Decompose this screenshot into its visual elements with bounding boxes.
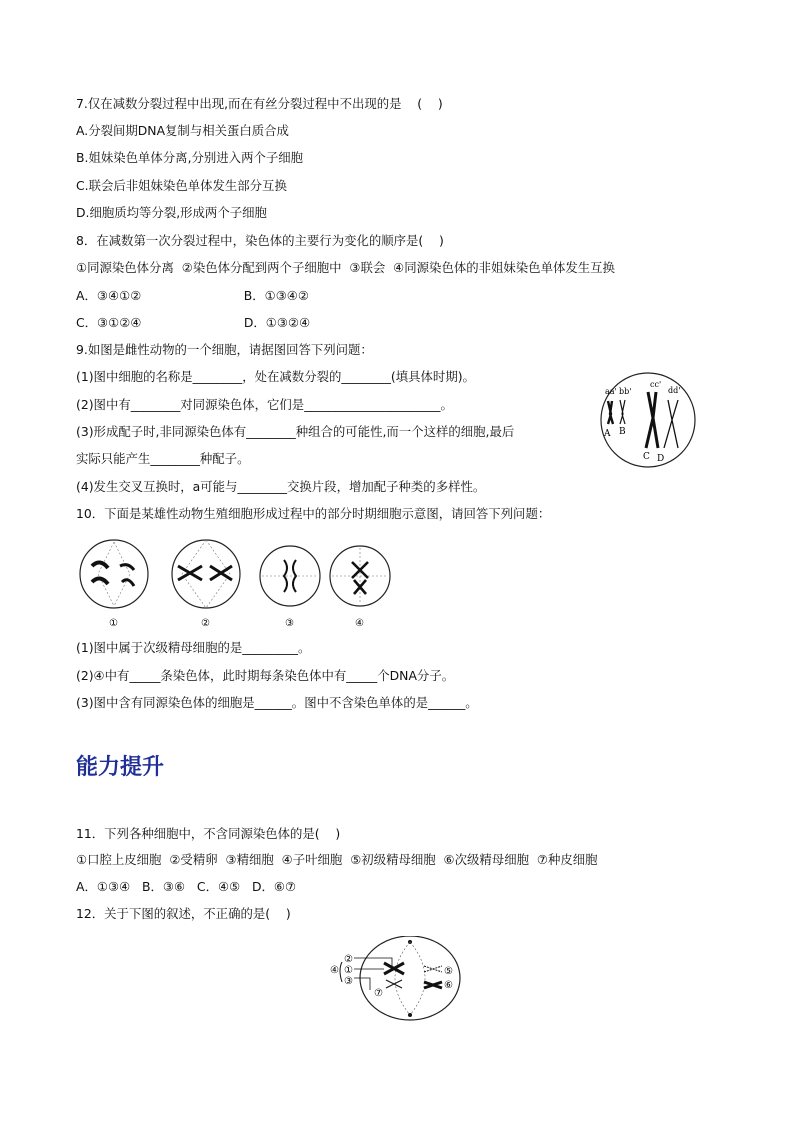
label-bb: bb' bbox=[619, 387, 632, 396]
text-line-q9_4: (4)发生交叉互换时，a可能与________交换片段，增加配子种类的多样性。 bbox=[76, 479, 486, 494]
chromosome-C bbox=[646, 392, 658, 448]
text-line-q7: 7.仅在减数分裂过程中出现,而在有丝分裂过程中不出现的是 ( ) bbox=[76, 96, 443, 111]
text-line-q8opts: ①同源染色体分离 ②染色体分配到两个子细胞中 ③联会 ④同源染色体的非姐妹染色单体发生互换 bbox=[76, 260, 615, 275]
label-B: B bbox=[619, 427, 626, 437]
label-6: ⑥ bbox=[444, 980, 453, 991]
chromosome-D bbox=[664, 400, 678, 448]
text-line-q12: 12．关于下图的叙述，不正确的是( ) bbox=[76, 906, 291, 921]
label-A: A bbox=[604, 429, 611, 439]
text-line-q9_3b: 实际只能产生________种配子。 bbox=[76, 451, 250, 466]
label-D: D bbox=[657, 454, 665, 464]
label-2: ② bbox=[344, 954, 353, 965]
label-cell-4: ④ bbox=[355, 618, 364, 629]
q9-cell-figure bbox=[592, 370, 704, 470]
text-line-q7b: B.姐妹染色单体分离,分别进入两个子细胞 bbox=[76, 150, 304, 165]
text-line-q9_2: (2)图中有________对同源染色体，它们是______________________。 bbox=[76, 397, 453, 412]
section-heading: 能力提升 bbox=[76, 755, 165, 780]
label-4: ④ bbox=[330, 965, 339, 976]
text-line-q11opts: ①口腔上皮细胞 ②受精卵 ③精细胞 ④子叶细胞 ⑤初级精母细胞 ⑥次级精母细胞 ⑦种皮细胞 bbox=[76, 852, 598, 867]
cell-body bbox=[360, 936, 460, 1020]
label-7: ⑦ bbox=[374, 988, 383, 999]
text-line-q9_3: (3)形成配子时,非同源染色体有________种组合的可能性,而一个这样的细胞,最后 bbox=[76, 424, 515, 439]
text-line-q7a: A.分裂间期DNA复制与相关蛋白质合成 bbox=[76, 123, 289, 138]
label-cc: cc' bbox=[650, 380, 662, 389]
label-cell-1: ① bbox=[109, 618, 118, 629]
label-dd: dd' bbox=[668, 386, 681, 395]
text-line-q11: 11．下列各种细胞中，不含同源染色体的是( ) bbox=[76, 826, 341, 841]
cell-1 bbox=[80, 540, 148, 608]
chromosome-A bbox=[608, 401, 613, 424]
text-line-q10: 10．下面是某雄性动物生殖细胞形成过程中的部分时期细胞示意图，请回答下列问题： bbox=[76, 506, 551, 521]
q10-cells-figure bbox=[78, 536, 398, 630]
label-5: ⑤ bbox=[444, 966, 453, 977]
text-line-q9_1: (1)图中细胞的名称是________，处在减数分裂的________(填具体时期)。 bbox=[76, 369, 475, 384]
text-line-q10_3: (3)图中含有同源染色体的细胞是______。图中不含染色单体的是______。 bbox=[76, 695, 478, 710]
text-line-q10_2: (2)④中有_____条染色体，此时期每条染色体中有_____个DNA分子。 bbox=[76, 668, 455, 683]
text-line-q8ab: A．③④①② B．①③④② bbox=[76, 288, 310, 303]
text-line-q10_1: (1)图中属于次级精母细胞的是_________。 bbox=[76, 640, 311, 655]
label-cell-3: ③ bbox=[285, 618, 294, 629]
text-line-q9: 9.如图是雌性动物的一个细胞，请据图回答下列问题： bbox=[76, 342, 373, 357]
text-line-q7d: D.细胞质均等分裂,形成两个子细胞 bbox=[76, 205, 267, 220]
q12-cell-figure bbox=[330, 936, 470, 1024]
chromosome-B bbox=[620, 400, 625, 424]
label-C: C bbox=[643, 452, 650, 462]
text-line-q7c: C.联会后非姐妹染色单体发生部分互换 bbox=[76, 178, 287, 193]
label-3: ③ bbox=[344, 976, 353, 987]
label-cell-2: ② bbox=[201, 618, 210, 629]
text-line-q8: 8．在减数第一次分裂过程中，染色体的主要行为变化的顺序是( ) bbox=[76, 233, 444, 248]
label-1: ① bbox=[344, 965, 353, 976]
text-line-q8cd: C．③①②④ D．①③②④ bbox=[76, 315, 311, 330]
label-aa: aa' bbox=[605, 387, 617, 396]
text-line-q11ans: A．①③④ B．③⑥ C．④⑤ D．⑥⑦ bbox=[76, 879, 297, 894]
